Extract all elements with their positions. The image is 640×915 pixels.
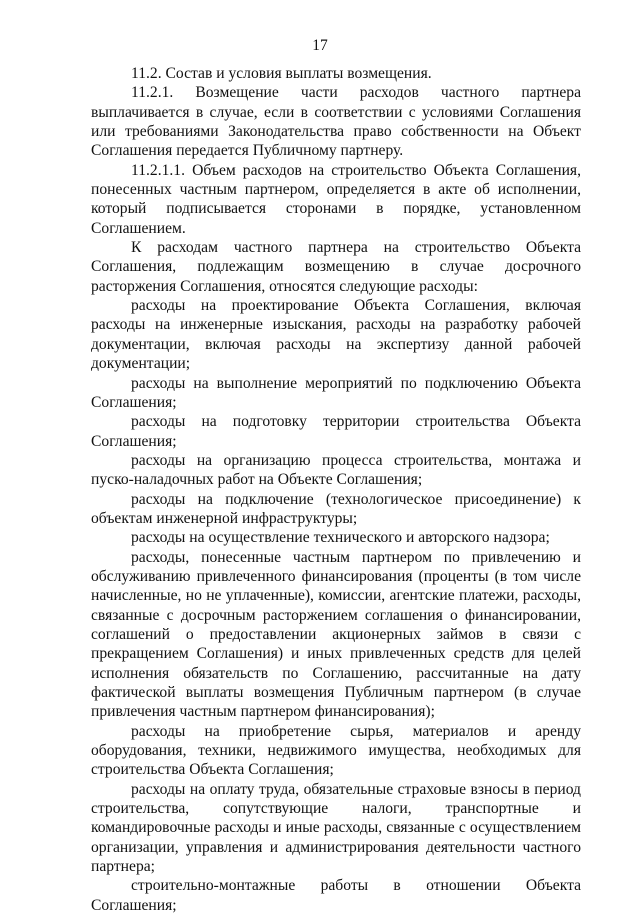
expense-item-infrastructure-connection: расходы на подключение (технологическое присоединение) к объектам инженерной инфраструктуры; [91,490,581,527]
clause-11-2-1-1: 11.2.1.1. Объем расходов на строительство Объекта Соглашения, понесенных частным партнером, определяется в акте об исполнении, который подписывается сторонами в порядке, установленном Соглашением. [91,161,581,237]
expense-item-materials-equipment: расходы на приобретение сырья, материалов и аренду оборудования, техники, недвижимого имущества, необходимых для строительства Объекта Соглашения; [91,722,581,779]
expense-item-design: расходы на проектирование Объекта Соглашения, включая расходы на инженерные изыскания, расходы на разработку рабочей документации, включая расходы на экспертизу данной рабочей документации; [91,297,581,373]
clause-11-2-1: 11.2.1. Возмещение части расходов частного партнера выплачивается в случае, если в соответствии с условиями Соглашения или требованиями Законодательства право собственности на Объект Соглашения передается Публичному партнеру. [91,84,581,160]
expense-item-labor-taxes: расходы на оплату труда, обязательные страховые взносы в период строительства, сопутствующие налоги, транспортные и командировочные расходы и иные расходы, связанные с осуществлением организации, управления и администрирования деятельности частного партнера; [91,780,581,876]
expense-item-supervision: расходы на осуществление технического и авторского надзора; [131,529,550,547]
expense-item-construction-works: строительно-монтажные работы в отношении Объекта Соглашения; [91,877,581,914]
expense-item-connection-measures: расходы на выполнение мероприятий по подключению Объекта Соглашения; [91,374,581,411]
section-heading-11-2: 11.2. Состав и условия выплаты возмещения. [131,65,432,82]
expense-item-financing: расходы, понесенные частным партнером по привлечению и обслуживанию привлеченного финансирования (проценты (в том числе начисленные, но не уплаченные), комиссии, агентские платежи, расходы, связанные с досрочным расторжением соглашения о финансировании, соглашений о предоставлении акционерных займов в связи с прекращением Соглашения) и иных привлеченных средств для целей исполнения обязательств по Соглашению, рассчитанные на дату фактической выплаты возмещения Публичным партнером (в случае привлечения частным партнером финансирования); [91,548,581,721]
document-body [91,64,581,915]
expense-item-construction-organization: расходы на организацию процесса строительства, монтажа и пуско-наладочных работ на Объекте Соглашения; [91,451,581,489]
expenses-intro-paragraph: К расходам частного партнера на строительство Объекта Соглашения, подлежащим возмещению в случае досрочного расторжения Соглашения, относятся следующие расходы: [91,239,581,295]
expense-item-site-preparation: расходы на подготовку территории строительства Объекта Соглашения; [91,413,581,450]
page-number: 17 [312,37,328,54]
